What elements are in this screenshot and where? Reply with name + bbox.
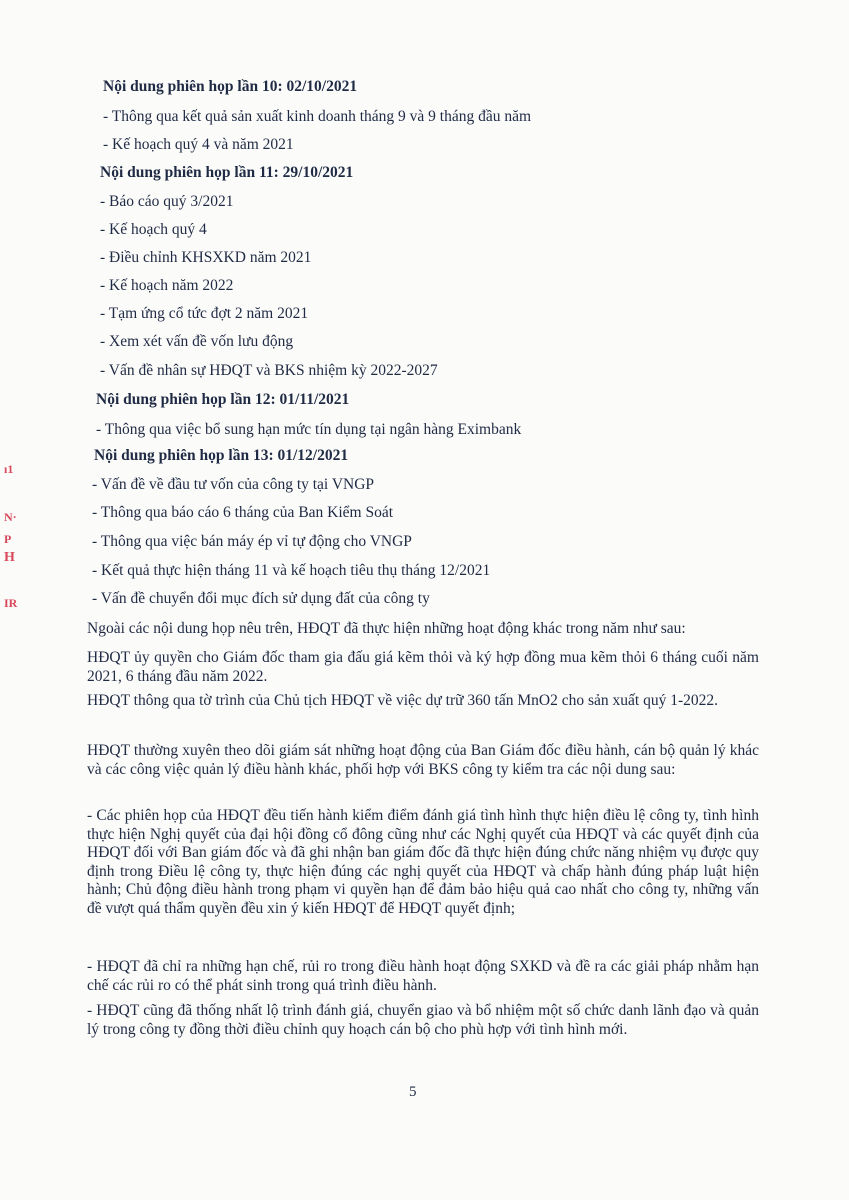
paragraph-personnel-roadmap: - HĐQT cũng đã thống nhất lộ trình đánh giá, chuyển giao và bổ nhiệm một số chức danh lãnh đạo và quản lý trong công ty đồng thời điều chỉnh quy hoạch cán bộ cho phù hợp với tình hình mới. xyxy=(87,1002,759,1038)
meeting-10-item: - Kế hoạch quý 4 và năm 2021 xyxy=(103,136,294,153)
stamp-char: N· xyxy=(4,510,17,524)
paragraph-risk-limits: - HĐQT đã chỉ ra những hạn chế, rủi ro trong điều hành hoạt động SXKD và đề ra các giải pháp nhằm hạn chế các rủi ro có thể phát sinh trong quá trình điều hành. xyxy=(87,958,759,994)
meeting-13-item: - Thông qua việc bán máy ép vỉ tự động cho VNGP xyxy=(92,533,412,550)
stamp-char: H xyxy=(4,550,15,565)
stamp-char: IR xyxy=(4,596,18,610)
meeting-13-item: - Vấn đề về đầu tư vốn của công ty tại VNGP xyxy=(92,476,375,493)
meeting-11-item: - Xem xét vấn đề vốn lưu động xyxy=(100,333,294,350)
meeting-13-item: - Vấn đề chuyển đổi mục đích sử dụng đất của công ty xyxy=(92,590,430,607)
paragraph-meetings-review: - Các phiên họp của HĐQT đều tiến hành kiểm điểm đánh giá tình hình thực hiện điều lệ công ty, tình hình thực hiện Nghị quyết của đại hội đồng cổ đông cũng như các Nghị quyết của HĐQT và các quyết định của HĐQT đối với Ban giám đốc và đã ghi nhận ban giám đốc đã thực hiện đúng chức năng nhiệm vụ được quy định trong Điều lệ công ty, thực hiện đúng các nghị quyết của HĐQT và chấp hành đúng pháp luật hiện hành; Chủ động điều hành trong phạm vi quyền hạn để đảm bảo hiệu quả cao nhất cho công ty, những vấn đề vượt quá thẩm quyền đều xin ý kiến HĐQT để HĐQT quyết định; xyxy=(87,807,759,917)
stamp-char: ı1 xyxy=(4,462,14,476)
meeting-12-item: - Thông qua việc bổ sung hạn mức tín dụng tại ngân hàng Eximbank xyxy=(96,421,522,438)
meeting-11-item: - Vấn đề nhân sự HĐQT và BKS nhiệm kỳ 2022-2027 xyxy=(100,362,438,379)
meeting-10-heading: Nội dung phiên họp lần 10: 02/10/2021 xyxy=(103,78,358,95)
page-number: 5 xyxy=(409,1084,417,1100)
meeting-10-item: - Thông qua kết quả sản xuất kinh doanh tháng 9 và 9 tháng đầu năm xyxy=(103,108,532,125)
meeting-13-item: - Thông qua báo cáo 6 tháng của Ban Kiểm Soát xyxy=(92,504,394,521)
meeting-11-item: - Kế hoạch năm 2022 xyxy=(100,277,234,294)
meeting-13-item: - Kết quả thực hiện tháng 11 và kế hoạch tiêu thụ tháng 12/2021 xyxy=(92,562,491,579)
meeting-11-heading: Nội dung phiên họp lần 11: 29/10/2021 xyxy=(100,164,354,181)
paragraph-mno2-reserve: HĐQT thông qua tờ trình của Chủ tịch HĐQT về việc dự trữ 360 tấn MnO2 cho sản xuất quý 1-2022. xyxy=(87,692,718,709)
stamp-char: P xyxy=(4,532,12,546)
meeting-12-heading: Nội dung phiên họp lần 12: 01/11/2021 xyxy=(96,391,350,408)
paragraph-zinc-auction: HĐQT ủy quyền cho Giám đốc tham gia đấu giá kẽm thỏi và ký hợp đồng mua kẽm thỏi 6 tháng cuối năm 2021, 6 tháng đầu năm 2022. xyxy=(87,649,759,685)
meeting-11-item: - Báo cáo quý 3/2021 xyxy=(100,193,234,210)
meeting-11-item: - Tạm ứng cổ tức đợt 2 năm 2021 xyxy=(100,305,309,322)
meeting-11-item: - Điều chỉnh KHSXKD năm 2021 xyxy=(100,249,312,266)
meeting-13-heading: Nội dung phiên họp lần 13: 01/12/2021 xyxy=(94,447,349,464)
paragraph-supervision: HĐQT thường xuyên theo dõi giám sát những hoạt động của Ban Giám đốc điều hành, cán bộ quản lý khác và các công việc quản lý điều hành khác, phối hợp với BKS công ty kiểm tra các nội dung sau: xyxy=(87,742,759,778)
meeting-11-item: - Kế hoạch quý 4 xyxy=(100,221,207,238)
paragraph-intro: Ngoài các nội dung họp nêu trên, HĐQT đã thực hiện những hoạt động khác trong năm như sau: xyxy=(87,620,686,637)
